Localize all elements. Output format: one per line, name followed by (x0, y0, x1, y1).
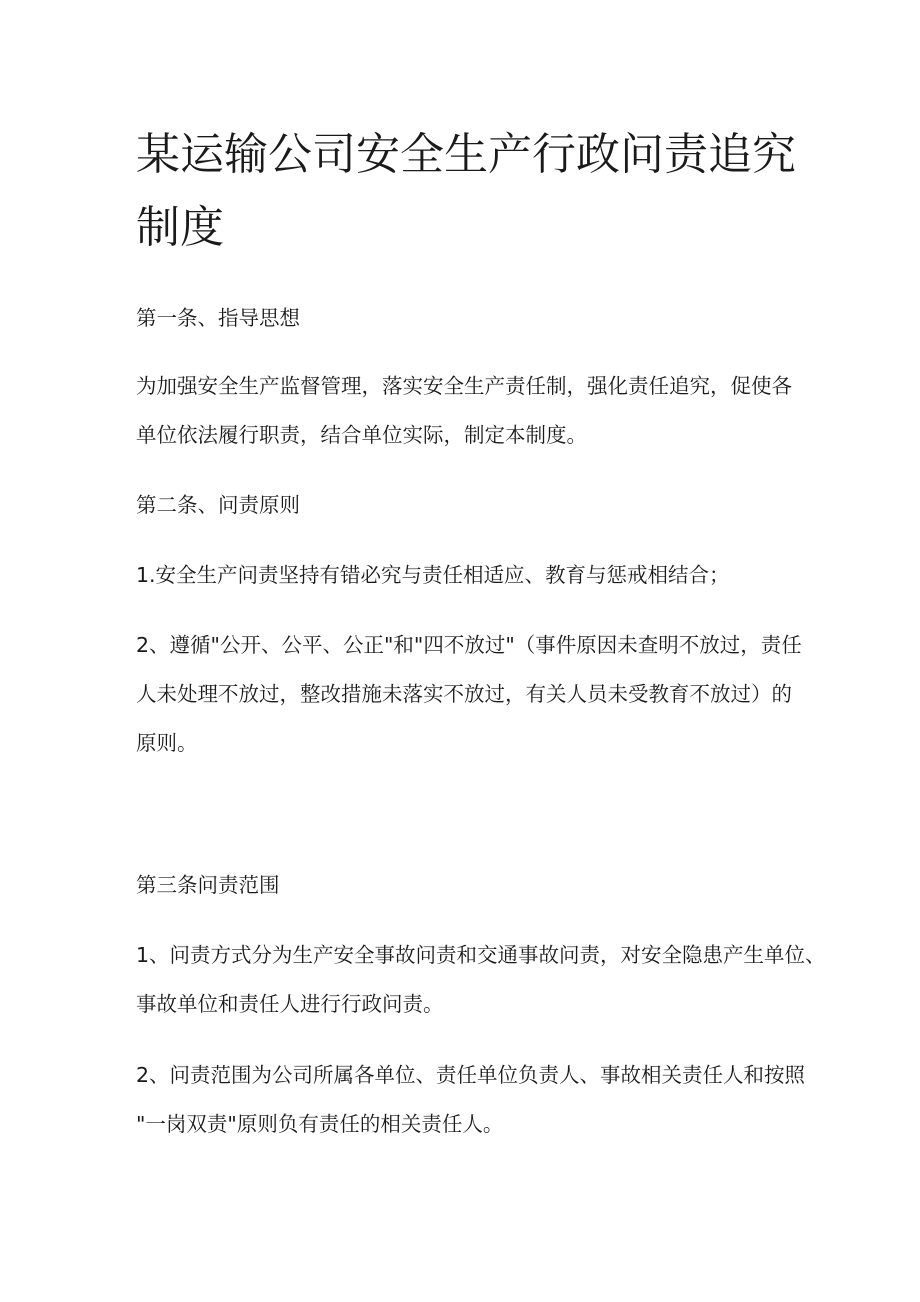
paragraph (136, 551, 730, 600)
text-line: "一岗双责"原则负有责任的相关责任人。 (136, 1112, 504, 1136)
text-line: 2、遵循"公开、公平、公正"和"四不放过"（事件原因未查明不放过，责任 (136, 633, 802, 657)
paragraph (136, 621, 802, 768)
text-line: 为加强安全生产监督管理，落实安全生产责任制，强化责任追究，促使各 (136, 374, 792, 398)
section-heading-2: 第二条、问责原则 (136, 493, 300, 517)
paragraph (136, 362, 792, 460)
text-line: 单位依法履行职责，结合单位实际，制定本制度。 (136, 423, 587, 447)
title-line: 某运输公司安全生产行政问责追究 (136, 129, 796, 180)
text-line: 事故单位和责任人进行行政问责。 (136, 992, 444, 1016)
section-heading-1: 第一条、指导思想 (136, 306, 300, 330)
text-line: 1、问责方式分为生产安全事故问责和交通事故问责，对安全隐患产生单位、 (136, 943, 826, 967)
text-line: 人未处理不放过，整改措施未落实不放过，有关人员未受教育不放过）的 (136, 682, 792, 706)
text-line: 2、问责范围为公司所属各单位、责任单位负责人、事故相关责任人和按照 (136, 1063, 806, 1087)
section-heading-3: 第三条问责范围 (136, 873, 280, 897)
paragraph (136, 931, 826, 1029)
document-title (136, 118, 796, 264)
title-line: 制度 (136, 202, 224, 253)
paragraph (136, 1051, 805, 1149)
text-line: 1.安全生产问责坚持有错必究与责任相适应、教育与惩戒相结合； (136, 563, 730, 587)
text-line: 原则。 (136, 731, 198, 755)
